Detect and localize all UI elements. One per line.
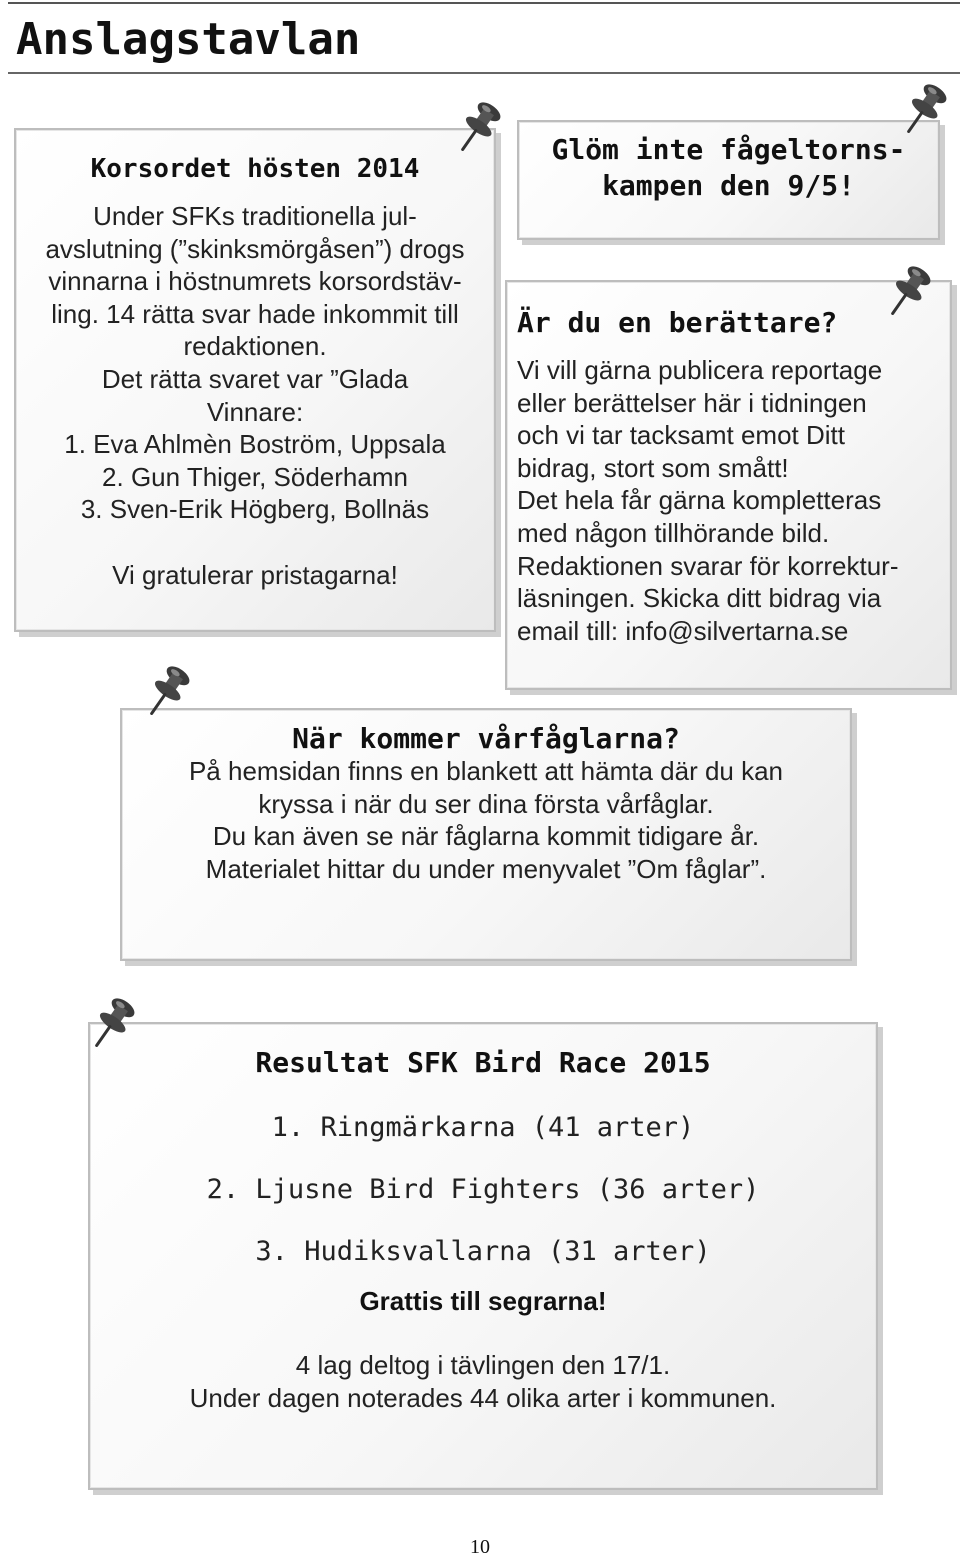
email-line: email till: info@silvertarna.se [517,615,849,646]
pushpin-icon [80,994,142,1056]
text-line: ling. 14 rätta svar hade inkommit till [51,298,459,329]
result-2: 2. Ljusne Bird Fighters (36 arter) [206,1174,760,1205]
note-fageltorn [517,120,940,240]
heading-line: Glöm inte fågeltorns- [551,133,906,166]
note-berattare [505,280,952,690]
text-line: Det hela får gärna kompletteras [517,485,882,516]
text-line: Vinnare: [206,396,304,427]
congrats-text: Grattis till segrarna! [359,1286,607,1316]
heading-line: kampen den 9/5! [602,169,855,202]
text-line: Vi vill gärna publicera reportage [517,355,883,385]
note-body [517,354,898,647]
text-line: Du kan även se när fåglarna kommit tidigare år. [212,821,760,852]
text-line: med någon tillhörande bild. [517,517,830,548]
note-footer [90,1349,876,1414]
pushpin-icon [876,262,938,324]
note-heading: Är du en berättare? [517,306,838,339]
text-line: 4 lag deltog i tävlingen den 17/1. [295,1350,671,1380]
note-varfaglar [120,708,852,961]
result-3: 3. Hudiksvallarna (31 arter) [255,1236,711,1267]
text-line: avslutning (”skinksmörgåsen”) drogs [45,233,465,264]
text-line: På hemsidan finns en blankett att hämta där du kan [188,756,784,786]
text-line: bidrag, stort som smått! [517,452,789,483]
text-line: Det rätta svaret var ”Glada [101,363,409,394]
note-heading: Resultat SFK Bird Race 2015 [255,1046,711,1079]
winner-2: 2. Gun Thiger, Söderhamn [102,461,408,492]
text-line: Materialet hittar du under menyvalet ”Om fåglar”. [205,853,767,884]
text-line: vinnarna i höstnumrets korsordstäv- [48,266,462,297]
note-heading: Korsordet hösten 2014 [90,154,420,184]
result-1: 1. Ringmärkarna (41 arter) [271,1112,695,1143]
text-line: läsningen. Skicka ditt bidrag via [517,583,882,614]
page-number: 10 [470,1536,490,1558]
winner-1: 1. Eva Ahlmèn Boström, Uppsala [64,429,446,460]
text-line: Under dagen noterades 44 olika arter i kommunen. [189,1382,777,1413]
text-line: och vi tar tacksamt emot Ditt [517,420,845,451]
text-line: eller berättelser här i tidningen [517,387,867,418]
note-body [16,200,494,591]
top-rule [8,2,960,4]
text-line: Vi gratulerar pristagarna! [112,559,398,590]
text-line: redaktionen. [183,331,327,362]
pushpin-icon [446,98,508,160]
spacer-line [16,526,494,559]
page-title: Anslagstavlan [16,14,361,65]
text-line: Under SFKs traditionella jul- [93,201,417,231]
note-korsordet [14,128,496,632]
note-heading [519,132,938,204]
note-birdrace [88,1022,878,1490]
winner-3: 3. Sven-Erik Högberg, Bollnäs [80,494,430,525]
note-heading: När kommer vårfåglarna? [292,722,680,755]
note-body [122,755,850,885]
title-underline [8,72,960,74]
pushpin-icon [135,662,197,724]
text-line: Redaktionen svarar för korrektur- [517,550,899,581]
pushpin-icon [892,80,954,142]
text-line: kryssa i när du ser dina första vårfåglar. [258,788,714,819]
